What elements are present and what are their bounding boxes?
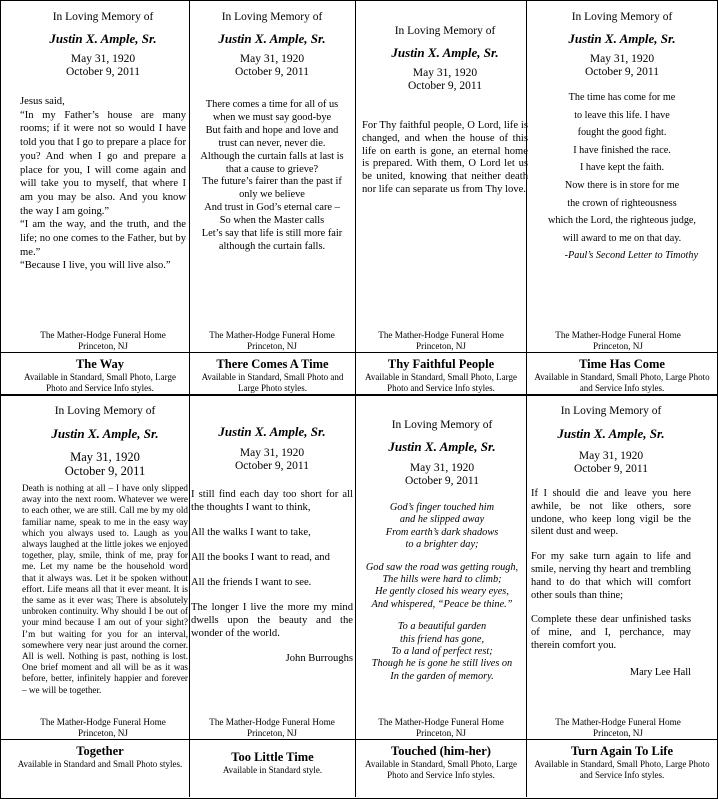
design-title: Too Little Time bbox=[231, 750, 314, 764]
design-caption bbox=[12, 744, 188, 770]
death-date: October 9, 2011 bbox=[405, 475, 479, 487]
card-header: In Loving Memory of bbox=[394, 25, 496, 37]
design-title: Turn Again To Life bbox=[570, 744, 673, 758]
funeral-home: The Mather-Hodge Funeral Home Princeton, NJ bbox=[555, 330, 681, 351]
birth-date: May 31, 1920 bbox=[409, 462, 475, 474]
death-date: October 9, 2011 bbox=[585, 66, 659, 78]
card-header: In Loving Memory of bbox=[54, 405, 156, 417]
design-title: Thy Faithful People bbox=[387, 357, 495, 371]
verse-text: Death is nothing at all – I have only slipped away into the next room. Whatever we were to each other, we are still. Call me by my old familiar name, speak to me in the easy way which you always used to. Laugh as you always laughed at the little jokes we enjoyed together, play, smile, think of me, pray for me. Let my name be the household word that it always was. Let it be spoken without effort. Life means all that it ever meant. It is the same as it ever was; There is absolutely unbroken continuity. Why should I be out of your mind because I am out of your sight? I’m but waiting for you for an interval, somewhere very near just around the corner. All is well. Nothing is past, nothing is lost. One brief moment and all will be as it was before, better, infinitely happier and forever – we will be together. bbox=[22, 483, 188, 695]
funeral-home: The Mather-Hodge Funeral Home Princeton, NJ bbox=[40, 717, 166, 738]
grid-divider bbox=[189, 0, 190, 797]
design-title: Time Has Come bbox=[579, 357, 665, 371]
design-title: Touched (him-her) bbox=[391, 744, 491, 758]
availability-note: Available in Standard, Small Photo, Large Photo and Service Info styles. bbox=[365, 372, 517, 393]
verse-text: For Thy faithful people, O Lord, life is changed, and when the house of this life on earth is gone, an eternal home is prepared. With them, O Lord let us be united, knowing that neither death nor life can separate us from Thy love. bbox=[362, 120, 528, 195]
design-caption bbox=[527, 357, 717, 393]
grid-divider bbox=[355, 0, 356, 797]
birth-date: May 31, 1920 bbox=[239, 53, 305, 65]
design-title: Together bbox=[76, 744, 124, 758]
card-header: In Loving Memory of bbox=[391, 419, 493, 431]
verse-text: Jesus said, “In my Father’s house are many rooms; if it were not so would I have told you that I go to prepare a place for you? And when I go and prepare a place for you, I will come again and will take you to myself, that where I am you may be also. And you know the way I am going.” “I am the way, and the truth, and the life; no one comes to the Father, but by me.” “Because I live, you will live also.” bbox=[20, 96, 186, 272]
design-caption bbox=[190, 357, 355, 393]
birth-date: May 31, 1920 bbox=[412, 67, 478, 79]
card-thy-faithful-people bbox=[362, 24, 528, 197]
design-caption bbox=[527, 744, 717, 780]
verse-text: God’s finger touched him and he slipped away From earth’s dark shadows to a brighter day; God saw the road was getting rough, The hills were hard to climb; He gently closed his weary eyes, And whispered, “Peace be thine.” To a beautiful garden this friend has gone, To a land of perfect rest; Though he is gone he still lives on In the garden of memory. bbox=[365, 502, 519, 682]
deceased-name: Justin X. Ample, Sr. bbox=[218, 31, 326, 46]
deceased-name: Justin X. Ample, Sr. bbox=[51, 426, 159, 441]
verse-text: There comes a time for all of us when we must say good-bye But faith and hope and love and trust can never, never die. Although the curtain falls at last is that a cause to grieve? The future’s fairer than the past if only we believe And trust in God’s eternal care – So when the Master calls Let’s say that life is still more fair although the curtain falls. bbox=[200, 99, 344, 252]
card-turn-again-to-life bbox=[531, 404, 691, 680]
verse-text: If I should die and leave you here awhile, be not like others, sore undone, who keep long vigil be the silent dust and weep. For my sake turn again to life and smile, nerving thy heart and trembling hand to do that which will comfort other souls than thine; Complete these dear unfinished tasks of mine, and I, perchance, may therein comfort you. Mary Lee Hall bbox=[531, 488, 691, 678]
availability-note: Available in Standard, Small Photo, Large Photo and Service Info styles. bbox=[24, 372, 176, 393]
birth-date: May 31, 1920 bbox=[70, 450, 140, 464]
availability-note: Available in Standard, Small Photo, Large Photo and Service Info styles. bbox=[365, 759, 517, 780]
deceased-name: Justin X. Ample, Sr. bbox=[388, 439, 496, 454]
birth-date: May 31, 1920 bbox=[239, 447, 305, 459]
design-caption bbox=[190, 750, 355, 776]
death-date: October 9, 2011 bbox=[574, 463, 648, 475]
card-header: In Loving Memory of bbox=[560, 405, 662, 417]
funeral-home: The Mather-Hodge Funeral Home Princeton, NJ bbox=[209, 330, 335, 351]
death-date: October 9, 2011 bbox=[64, 464, 146, 478]
funeral-home: The Mather-Hodge Funeral Home Princeton, NJ bbox=[209, 717, 335, 738]
design-title: The Way bbox=[75, 357, 125, 371]
death-date: October 9, 2011 bbox=[408, 80, 482, 92]
availability-note: Available in Standard, Small Photo, Large Photo and Service Info styles. bbox=[534, 372, 710, 393]
availability-note: Available in Standard, Small Photo and Large Photo styles. bbox=[201, 372, 344, 393]
verse-text: The time has come for me to leave this life. I have fought the good fight. I have finished the race. I have kept the faith. Now there is in store for me the crown of righteousness which the Lord, the righteous judge, will award to me on that day. -Paul’s Second Letter to Timothy bbox=[530, 89, 714, 265]
availability-note: Available in Standard style. bbox=[222, 765, 323, 775]
grid-divider bbox=[0, 352, 718, 353]
card-together bbox=[22, 404, 188, 696]
deceased-name: Justin X. Ample, Sr. bbox=[568, 31, 676, 46]
design-caption bbox=[356, 744, 526, 780]
attribution: -Paul’s Second Letter to Timothy bbox=[564, 250, 698, 262]
death-date: October 9, 2011 bbox=[235, 460, 309, 472]
design-caption bbox=[356, 357, 526, 393]
verse-text: I still find each day too short for all the thoughts I want to think, All the walks I want to take, All the books I want to read, and All the friends I want to see. The longer I live the more my mind dwells upon the beauty and the wonder of the world. John Burroughs bbox=[191, 489, 353, 664]
card-header: In Loving Memory of bbox=[221, 11, 323, 23]
birth-date: May 31, 1920 bbox=[589, 53, 655, 65]
card-too-little-time bbox=[191, 424, 353, 665]
deceased-name: Justin X. Ample, Sr. bbox=[218, 424, 326, 439]
death-date: October 9, 2011 bbox=[235, 66, 309, 78]
card-there-comes-a-time bbox=[191, 10, 353, 254]
funeral-home: The Mather-Hodge Funeral Home Princeton, NJ bbox=[378, 330, 504, 351]
grid-divider bbox=[0, 394, 718, 396]
deceased-name: Justin X. Ample, Sr. bbox=[557, 426, 665, 441]
funeral-home: The Mather-Hodge Funeral Home Princeton, NJ bbox=[378, 717, 504, 738]
design-caption bbox=[12, 357, 188, 393]
grid-divider bbox=[0, 739, 718, 740]
card-touched bbox=[359, 418, 525, 683]
card-time-has-come bbox=[530, 10, 714, 265]
availability-note: Available in Standard, Small Photo, Large Photo and Service Info styles. bbox=[534, 759, 710, 780]
funeral-home: The Mather-Hodge Funeral Home Princeton, NJ bbox=[40, 330, 166, 351]
attribution: Mary Lee Hall bbox=[629, 666, 691, 678]
design-title: There Comes A Time bbox=[216, 357, 329, 371]
birth-date: May 31, 1920 bbox=[70, 53, 136, 65]
card-header: In Loving Memory of bbox=[571, 11, 673, 23]
deceased-name: Justin X. Ample, Sr. bbox=[49, 31, 157, 46]
availability-note: Available in Standard and Small Photo styles. bbox=[17, 759, 183, 769]
card-the-way bbox=[20, 10, 186, 273]
funeral-home: The Mather-Hodge Funeral Home Princeton, NJ bbox=[555, 717, 681, 738]
birth-date: May 31, 1920 bbox=[578, 450, 644, 462]
deceased-name: Justin X. Ample, Sr. bbox=[391, 45, 499, 60]
card-header: In Loving Memory of bbox=[52, 11, 154, 23]
attribution: John Burroughs bbox=[285, 653, 353, 664]
death-date: October 9, 2011 bbox=[66, 66, 140, 78]
